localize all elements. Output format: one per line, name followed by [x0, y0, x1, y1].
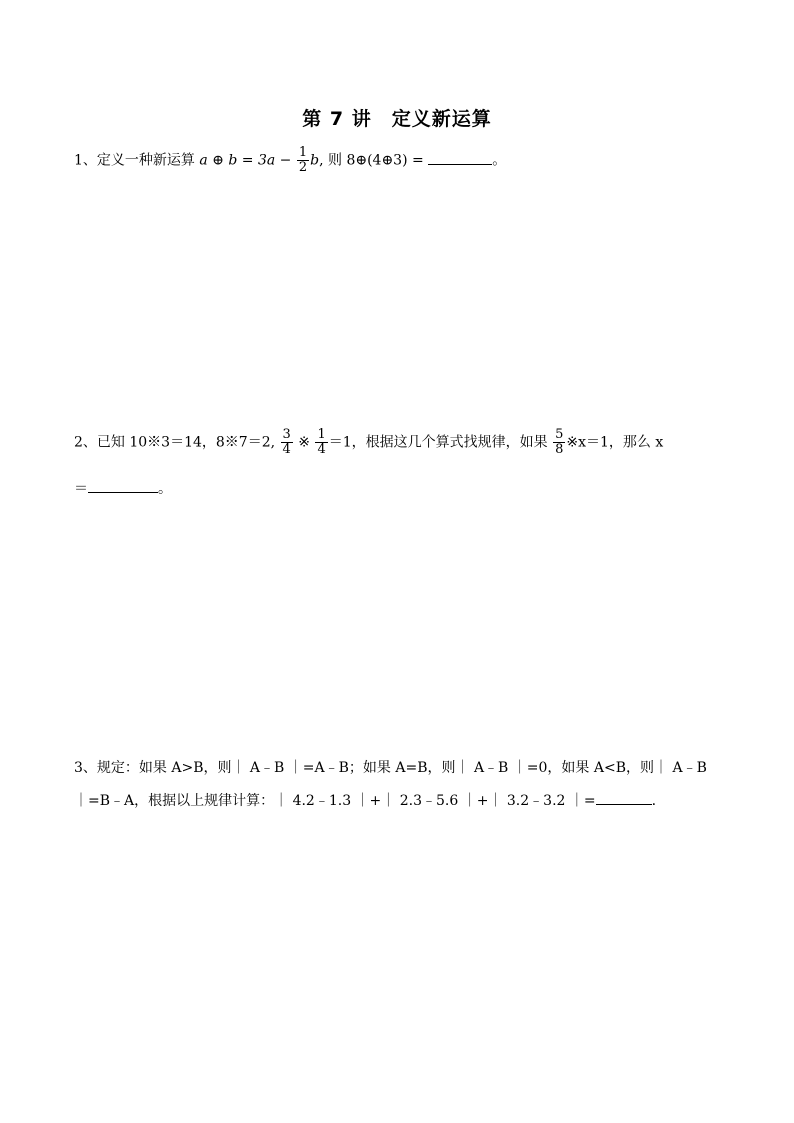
question-2-mid: ＝1，根据这几个算式找规律，如果: [328, 434, 548, 451]
page-title: [0, 104, 794, 131]
question-2-line-2: [74, 478, 172, 499]
question-3-line-1: 3、规定：如果 A>B，则｜ A﹣B ｜=A﹣B；如果 A=B，则｜ A﹣B ｜=0，如果 A<B，则｜ A﹣B: [74, 760, 707, 776]
question-1-expression: , 则 8⊕(4⊕3) =: [319, 152, 424, 169]
question-2-end: 。: [158, 481, 172, 497]
question-2: [74, 428, 663, 457]
answer-blank-2[interactable]: [88, 478, 158, 493]
fraction-denominator: 4: [282, 442, 291, 457]
question-2-prefix: 2、已知 10※3＝14，8※7＝2,: [74, 434, 276, 451]
question-1-formula-lhs: a ⊕ b = 3a −: [199, 152, 292, 169]
fraction-five-eighths: [553, 428, 565, 457]
fraction-one-quarter: [315, 428, 327, 457]
fraction-numerator: 1: [317, 427, 326, 442]
question-1-formula-b: b: [310, 152, 320, 169]
fraction-denominator: 2: [298, 160, 308, 175]
answer-blank-3[interactable]: [596, 790, 652, 805]
fraction-denominator: 8: [555, 442, 564, 457]
question-1-end: 。: [492, 152, 507, 169]
fraction-three-quarters: [281, 428, 293, 457]
question-2-operator: ※: [298, 434, 310, 451]
question-2-tail: ※x＝1，那么 x: [566, 434, 664, 451]
fraction-one-half: [297, 146, 309, 175]
question-2-equals: ＝: [74, 481, 88, 497]
question-3-expression: ｜=B﹣A，根据以上规律计算：｜ 4.2﹣1.3 ｜+｜ 2.3﹣5.6 ｜+｜ 3.2﹣3.2 ｜=: [74, 793, 596, 809]
question-3-line-2: [74, 790, 656, 811]
fraction-numerator: 5: [555, 427, 564, 442]
fraction-numerator: 1: [298, 145, 308, 160]
question-1-prefix: 1、定义一种新运算: [74, 152, 195, 169]
question-3: [74, 758, 707, 778]
fraction-denominator: 4: [317, 442, 326, 457]
question-3-end: .: [651, 793, 657, 809]
question-1: [74, 146, 506, 175]
lesson-number: 第 7 讲: [302, 108, 372, 130]
fraction-numerator: 3: [282, 427, 291, 442]
answer-blank-1[interactable]: [428, 150, 492, 165]
lesson-topic: 定义新运算: [391, 108, 492, 130]
